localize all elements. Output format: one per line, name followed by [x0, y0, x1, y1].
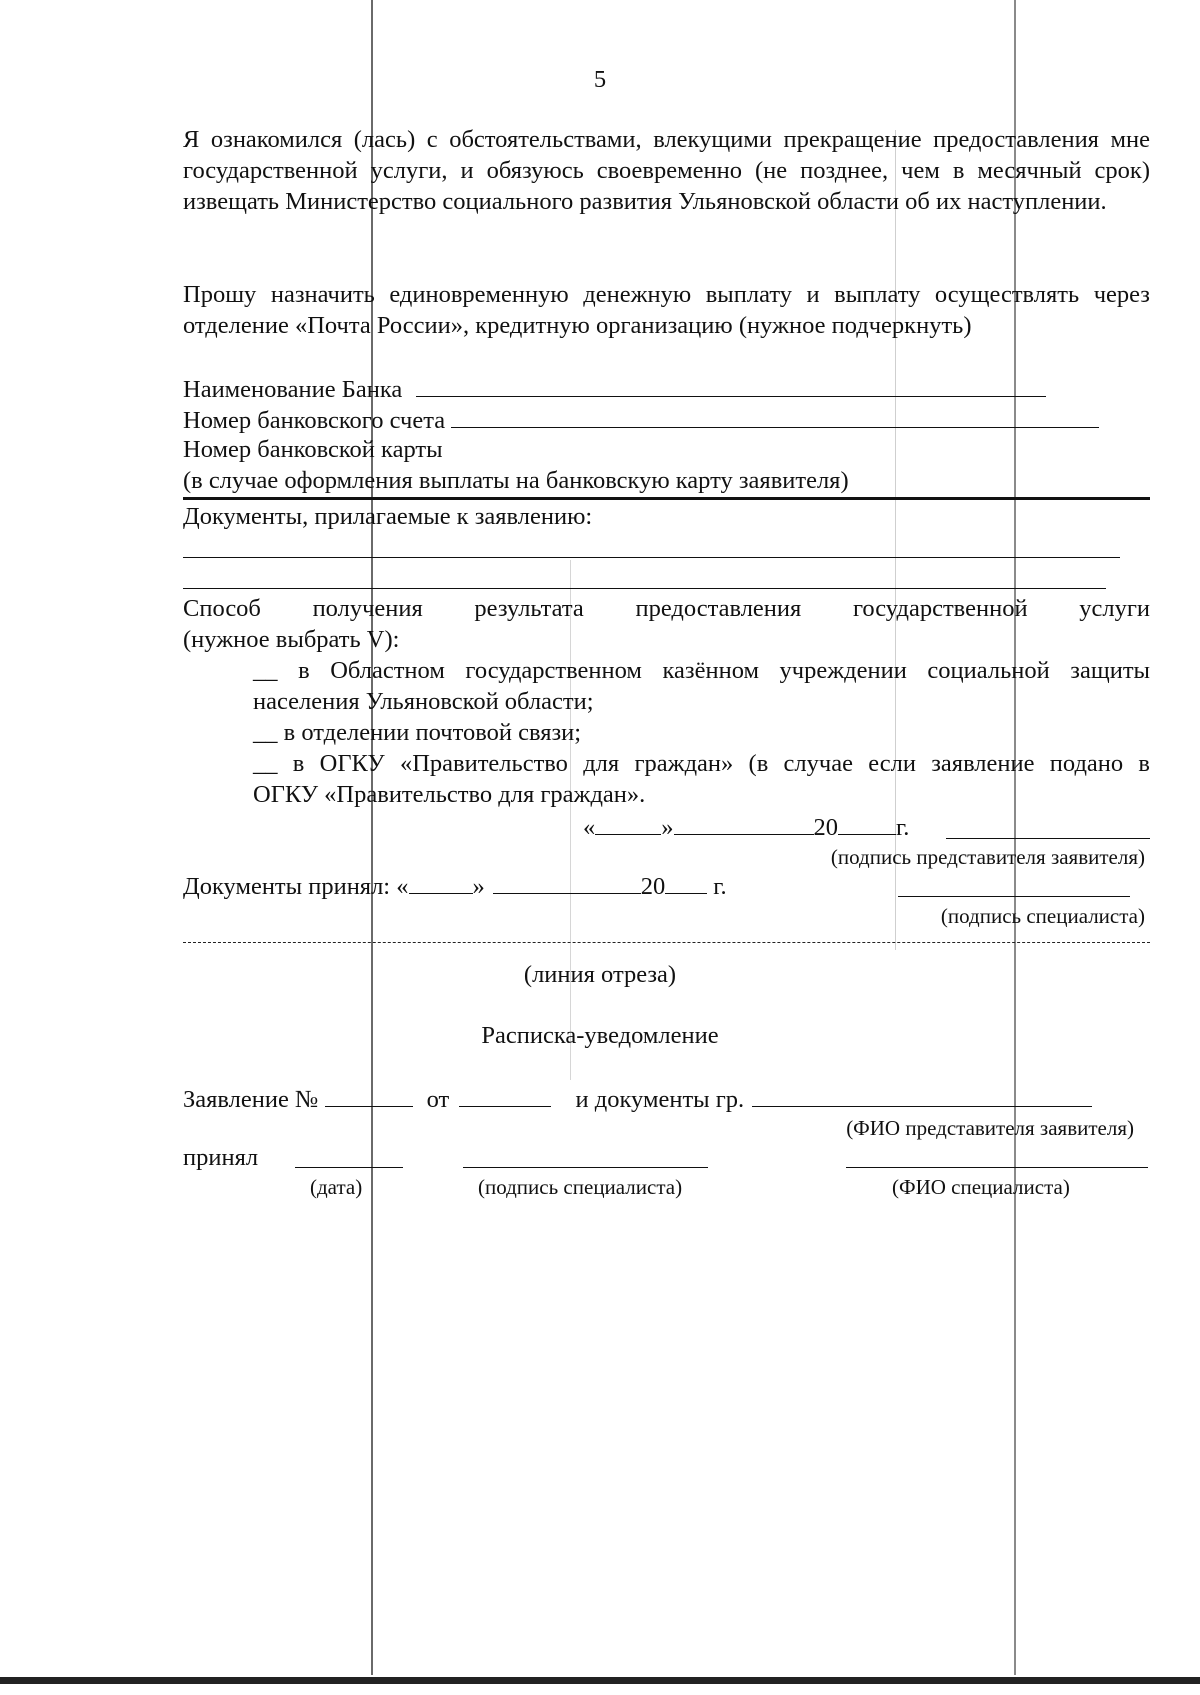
accepted-month-field[interactable]: [493, 869, 641, 894]
receipt-specialist-name-caption: (ФИО специалиста): [892, 1175, 1070, 1199]
method-option-post-office[interactable]: __ в отделении почтовой связи;: [253, 719, 582, 746]
applicant-date-row: [583, 810, 909, 843]
accepted-day-field[interactable]: [409, 869, 473, 894]
request-paragraph: Прошу назначить единовременную денежную выплату и выплату осуществлять через отделение «Почта России», кредитную организацию (нужное подчеркнуть): [183, 281, 1150, 339]
year-prefix: 20: [813, 814, 838, 841]
cut-line-caption: (линия отреза): [523, 961, 677, 988]
year-prefix: 20: [640, 873, 666, 900]
accepted-label: Документы принял: «: [183, 873, 409, 900]
date-year-field[interactable]: [838, 810, 896, 835]
representative-name-caption: (ФИО представителя заявителя): [846, 1116, 1134, 1140]
specialist-signature-field[interactable]: [898, 896, 1130, 897]
quote-close: »: [661, 814, 674, 841]
receipt-date-caption: (дата): [310, 1175, 363, 1199]
page-number: 5: [593, 66, 607, 93]
method-heading: Способ получения результата предоставления государственной услуги: [183, 595, 1150, 622]
applicant-signature-caption: (подпись представителя заявителя): [830, 845, 1145, 869]
receipt-accepted-label: принял: [183, 1144, 259, 1171]
receipt-date-field[interactable]: [295, 1167, 403, 1168]
scan-bottom-edge: [0, 1677, 1200, 1684]
bank-account-label: Номер банковского счета: [183, 407, 446, 434]
bank-account-field[interactable]: [451, 403, 1099, 428]
quote-open: «: [583, 814, 596, 841]
accepted-year-field[interactable]: [665, 869, 707, 894]
specialist-signature-caption: (подпись специалиста): [940, 904, 1145, 928]
bank-name-row: [183, 372, 1046, 405]
bank-name-field[interactable]: [416, 372, 1046, 397]
documents-label: Документы, прилагаемые к заявлению:: [183, 503, 593, 530]
method-option-government-for-citizens[interactable]: __ в ОГКУ «Правительство для граждан» (в случае если заявление подано в: [253, 750, 1150, 777]
method-hint: (нужное выбрать V):: [183, 626, 400, 653]
cut-line: [183, 942, 1150, 943]
year-suffix: г.: [896, 814, 910, 841]
receipt-title: Расписка-уведомление: [481, 1022, 719, 1049]
bank-card-note: (в случае оформления выплаты на банковскую карту заявителя): [183, 467, 849, 494]
receipt-specialist-signature-caption: (подпись специалиста): [478, 1175, 683, 1199]
applicant-signature-field[interactable]: [946, 838, 1150, 839]
quote-close: »: [472, 873, 485, 900]
scan-artifact-faint-line-center: [570, 560, 571, 1080]
application-number-label: Заявление №: [183, 1086, 319, 1113]
bank-card-label: Номер банковской карты: [183, 436, 443, 463]
application-from-label: от: [426, 1086, 450, 1113]
scan-artifact-vertical-line-left: [371, 0, 373, 1675]
bank-name-label: Наименование Банка: [183, 376, 403, 403]
method-option-government-for-citizens-cont: ОГКУ «Правительство для граждан».: [253, 781, 646, 808]
application-number-field[interactable]: [325, 1082, 413, 1107]
acknowledgement-paragraph: Я ознакомился (лась) с обстоятельствами, влекущими прекращение предоставления мне государственной услуги, и обязуюсь своевременно (не позднее, чем в месячный срок) извещать Министерство социального развития Ульяновской области об их наступлении.: [183, 126, 1150, 215]
bank-card-field-line[interactable]: [183, 497, 1150, 500]
representative-name-field[interactable]: [752, 1082, 1092, 1107]
application-date-field[interactable]: [459, 1082, 551, 1107]
documents-of-label: и документы гр.: [575, 1086, 745, 1113]
method-option-social-institution[interactable]: __ в Областном государственном казённом учреждении социальной защиты: [253, 657, 1150, 684]
method-option-social-institution-cont: населения Ульяновской области;: [253, 688, 594, 715]
receipt-specialist-name-field[interactable]: [846, 1167, 1148, 1168]
year-suffix: г.: [713, 873, 727, 900]
bank-account-row: [183, 403, 1099, 436]
receipt-application-row: [183, 1082, 1092, 1115]
date-month-field[interactable]: [674, 810, 814, 835]
documents-field-line-2[interactable]: [183, 588, 1106, 589]
date-day-field[interactable]: [595, 810, 661, 835]
accepted-row: [183, 869, 727, 902]
receipt-specialist-signature-field[interactable]: [463, 1167, 708, 1168]
documents-field-line-1[interactable]: [183, 557, 1120, 558]
